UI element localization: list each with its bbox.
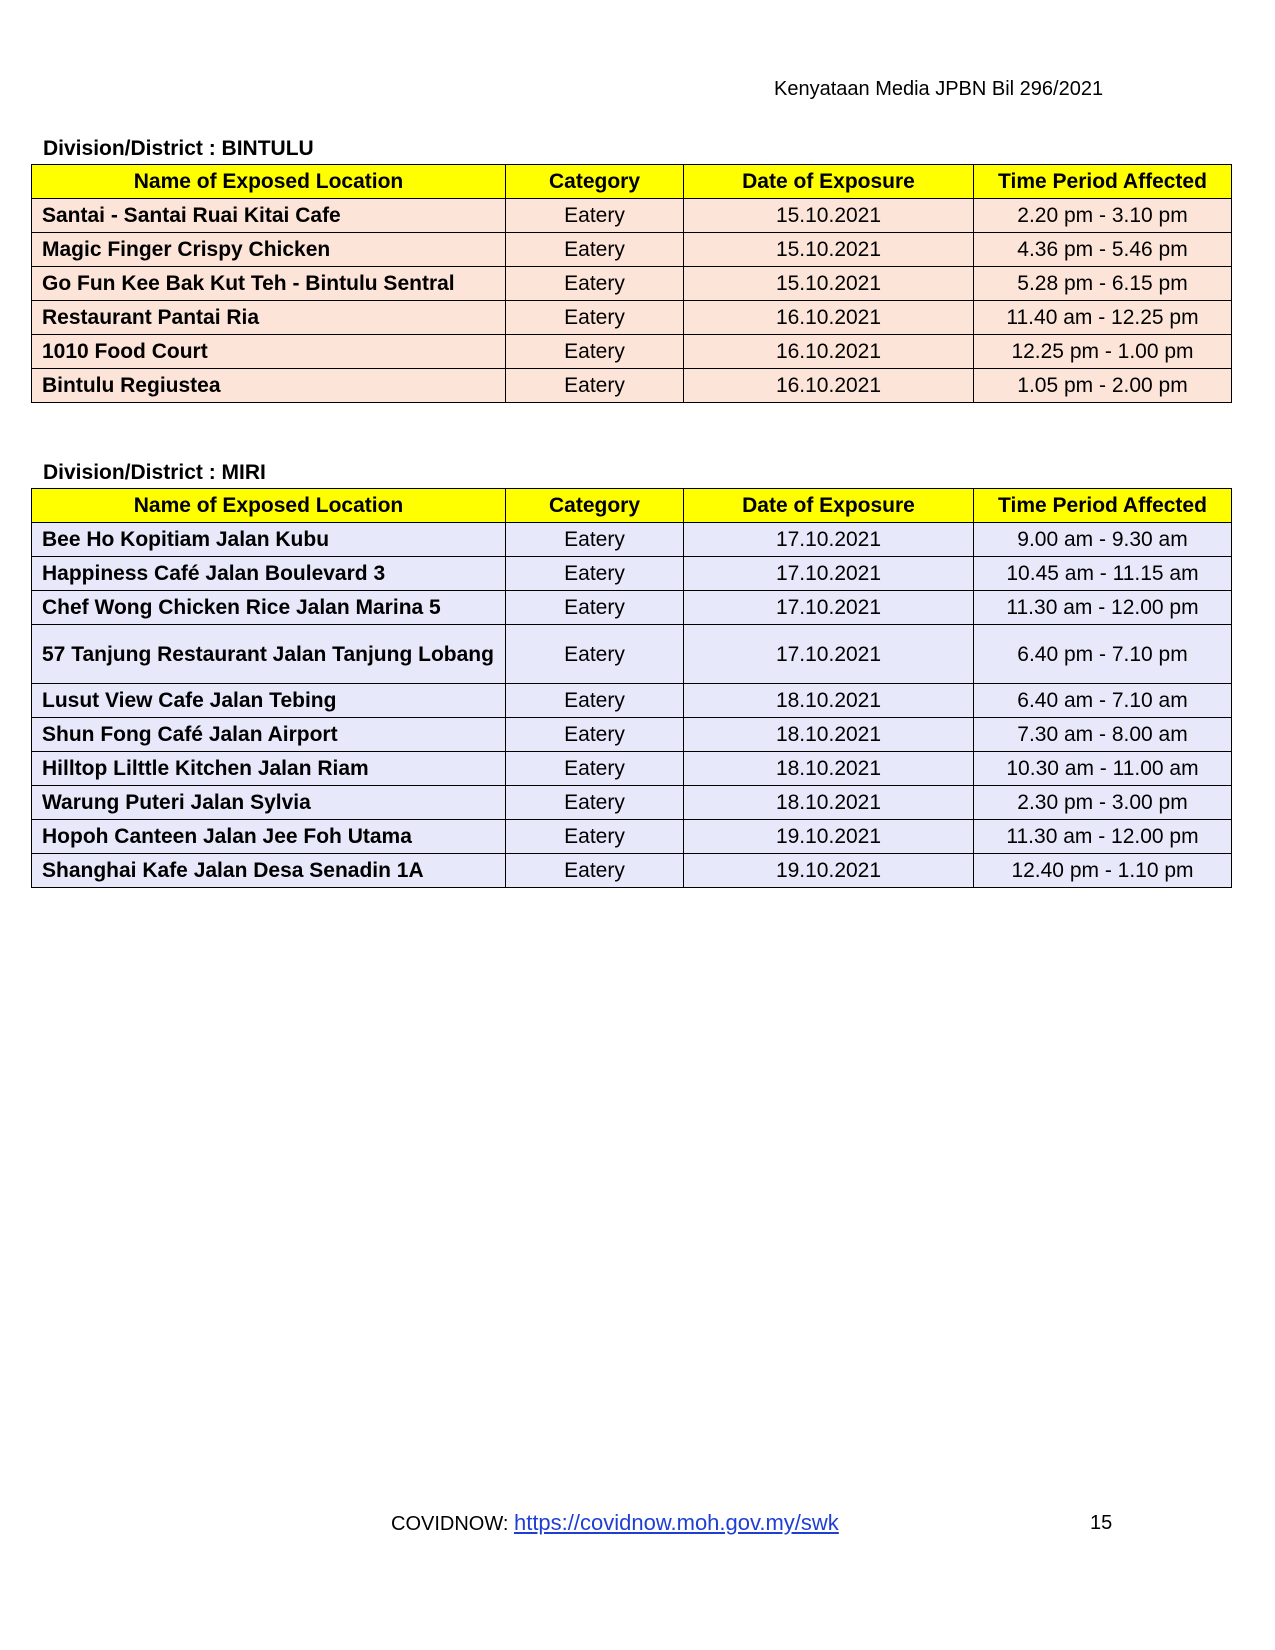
table-header-row xyxy=(32,165,1232,199)
category-cell: Eatery xyxy=(506,625,684,684)
table-row xyxy=(32,786,1232,820)
category-cell: Eatery xyxy=(506,199,684,233)
time-cell: 1.05 pm - 2.00 pm xyxy=(974,369,1232,403)
location-cell: Chef Wong Chicken Rice Jalan Marina 5 xyxy=(32,591,506,625)
time-cell: 7.30 am - 8.00 am xyxy=(974,718,1232,752)
date-cell: 19.10.2021 xyxy=(684,820,974,854)
category-cell: Eatery xyxy=(506,786,684,820)
time-cell: 5.28 pm - 6.15 pm xyxy=(974,267,1232,301)
date-cell: 16.10.2021 xyxy=(684,369,974,403)
date-cell: 18.10.2021 xyxy=(684,752,974,786)
time-cell: 6.40 am - 7.10 am xyxy=(974,684,1232,718)
table-row xyxy=(32,718,1232,752)
category-cell: Eatery xyxy=(506,752,684,786)
category-cell: Eatery xyxy=(506,301,684,335)
footer xyxy=(391,1510,839,1536)
section-title: Division/District : MIRI xyxy=(43,461,266,484)
column-header-date: Date of Exposure xyxy=(684,165,974,199)
category-cell: Eatery xyxy=(506,718,684,752)
date-cell: 17.10.2021 xyxy=(684,557,974,591)
location-cell: Magic Finger Crispy Chicken xyxy=(32,233,506,267)
location-cell: Lusut View Cafe Jalan Tebing xyxy=(32,684,506,718)
time-cell: 11.30 am - 12.00 pm xyxy=(974,591,1232,625)
column-header-location: Name of Exposed Location xyxy=(32,165,506,199)
category-cell: Eatery xyxy=(506,369,684,403)
table-row xyxy=(32,752,1232,786)
time-cell: 6.40 pm - 7.10 pm xyxy=(974,625,1232,684)
location-cell: Warung Puteri Jalan Sylvia xyxy=(32,786,506,820)
time-cell: 10.45 am - 11.15 am xyxy=(974,557,1232,591)
location-cell: Go Fun Kee Bak Kut Teh - Bintulu Sentral xyxy=(32,267,506,301)
table-row xyxy=(32,854,1232,888)
page-number: 15 xyxy=(1090,1512,1113,1534)
location-cell: Santai - Santai Ruai Kitai Cafe xyxy=(32,199,506,233)
exposure-table-miri xyxy=(31,488,1232,888)
category-cell: Eatery xyxy=(506,854,684,888)
table-row xyxy=(32,267,1232,301)
category-cell: Eatery xyxy=(506,684,684,718)
location-cell: Hilltop Lilttle Kitchen Jalan Riam xyxy=(32,752,506,786)
date-cell: 15.10.2021 xyxy=(684,267,974,301)
column-header-category: Category xyxy=(506,165,684,199)
date-cell: 16.10.2021 xyxy=(684,301,974,335)
table-row xyxy=(32,557,1232,591)
location-cell: Bee Ho Kopitiam Jalan Kubu xyxy=(32,523,506,557)
date-cell: 18.10.2021 xyxy=(684,684,974,718)
category-cell: Eatery xyxy=(506,233,684,267)
table-header-row xyxy=(32,489,1232,523)
date-cell: 17.10.2021 xyxy=(684,625,974,684)
section-miri xyxy=(31,458,1231,888)
time-cell: 11.40 am - 12.25 pm xyxy=(974,301,1232,335)
column-header-date: Date of Exposure xyxy=(684,489,974,523)
location-cell: 1010 Food Court xyxy=(32,335,506,369)
time-cell: 10.30 am - 11.00 am xyxy=(974,752,1232,786)
section-bintulu xyxy=(31,134,1231,403)
date-cell: 19.10.2021 xyxy=(684,854,974,888)
date-cell: 18.10.2021 xyxy=(684,786,974,820)
location-cell: Shanghai Kafe Jalan Desa Senadin 1A xyxy=(32,854,506,888)
category-cell: Eatery xyxy=(506,523,684,557)
table-row xyxy=(32,625,1232,684)
category-cell: Eatery xyxy=(506,267,684,301)
location-cell: 57 Tanjung Restaurant Jalan Tanjung Lobang xyxy=(32,625,506,684)
table-row xyxy=(32,335,1232,369)
table-row xyxy=(32,523,1232,557)
column-header-location: Name of Exposed Location xyxy=(32,489,506,523)
location-cell: Happiness Café Jalan Boulevard 3 xyxy=(32,557,506,591)
category-cell: Eatery xyxy=(506,557,684,591)
exposure-table-bintulu xyxy=(31,164,1232,403)
time-cell: 9.00 am - 9.30 am xyxy=(974,523,1232,557)
time-cell: 12.40 pm - 1.10 pm xyxy=(974,854,1232,888)
column-header-time: Time Period Affected xyxy=(974,165,1232,199)
table-row xyxy=(32,301,1232,335)
column-header-time: Time Period Affected xyxy=(974,489,1232,523)
column-header-category: Category xyxy=(506,489,684,523)
document-reference: Kenyataan Media JPBN Bil 296/2021 xyxy=(774,78,1104,100)
time-cell: 2.30 pm - 3.00 pm xyxy=(974,786,1232,820)
section-title: Division/District : BINTULU xyxy=(43,137,314,160)
location-cell: Bintulu Regiustea xyxy=(32,369,506,403)
date-cell: 18.10.2021 xyxy=(684,718,974,752)
date-cell: 16.10.2021 xyxy=(684,335,974,369)
location-cell: Hopoh Canteen Jalan Jee Foh Utama xyxy=(32,820,506,854)
date-cell: 17.10.2021 xyxy=(684,523,974,557)
table-row xyxy=(32,369,1232,403)
covidnow-link[interactable]: https://covidnow.moh.gov.my/swk xyxy=(513,1510,839,1535)
table-row xyxy=(32,684,1232,718)
date-cell: 15.10.2021 xyxy=(684,233,974,267)
time-cell: 11.30 am - 12.00 pm xyxy=(974,820,1232,854)
date-cell: 17.10.2021 xyxy=(684,591,974,625)
time-cell: 12.25 pm - 1.00 pm xyxy=(974,335,1232,369)
table-row xyxy=(32,233,1232,267)
table-row xyxy=(32,591,1232,625)
table-row xyxy=(32,820,1232,854)
category-cell: Eatery xyxy=(506,820,684,854)
category-cell: Eatery xyxy=(506,335,684,369)
location-cell: Restaurant Pantai Ria xyxy=(32,301,506,335)
footer-label: COVIDNOW: xyxy=(391,1513,514,1535)
category-cell: Eatery xyxy=(506,591,684,625)
date-cell: 15.10.2021 xyxy=(684,199,974,233)
time-cell: 4.36 pm - 5.46 pm xyxy=(974,233,1232,267)
table-row xyxy=(32,199,1232,233)
time-cell: 2.20 pm - 3.10 pm xyxy=(974,199,1232,233)
location-cell: Shun Fong Café Jalan Airport xyxy=(32,718,506,752)
